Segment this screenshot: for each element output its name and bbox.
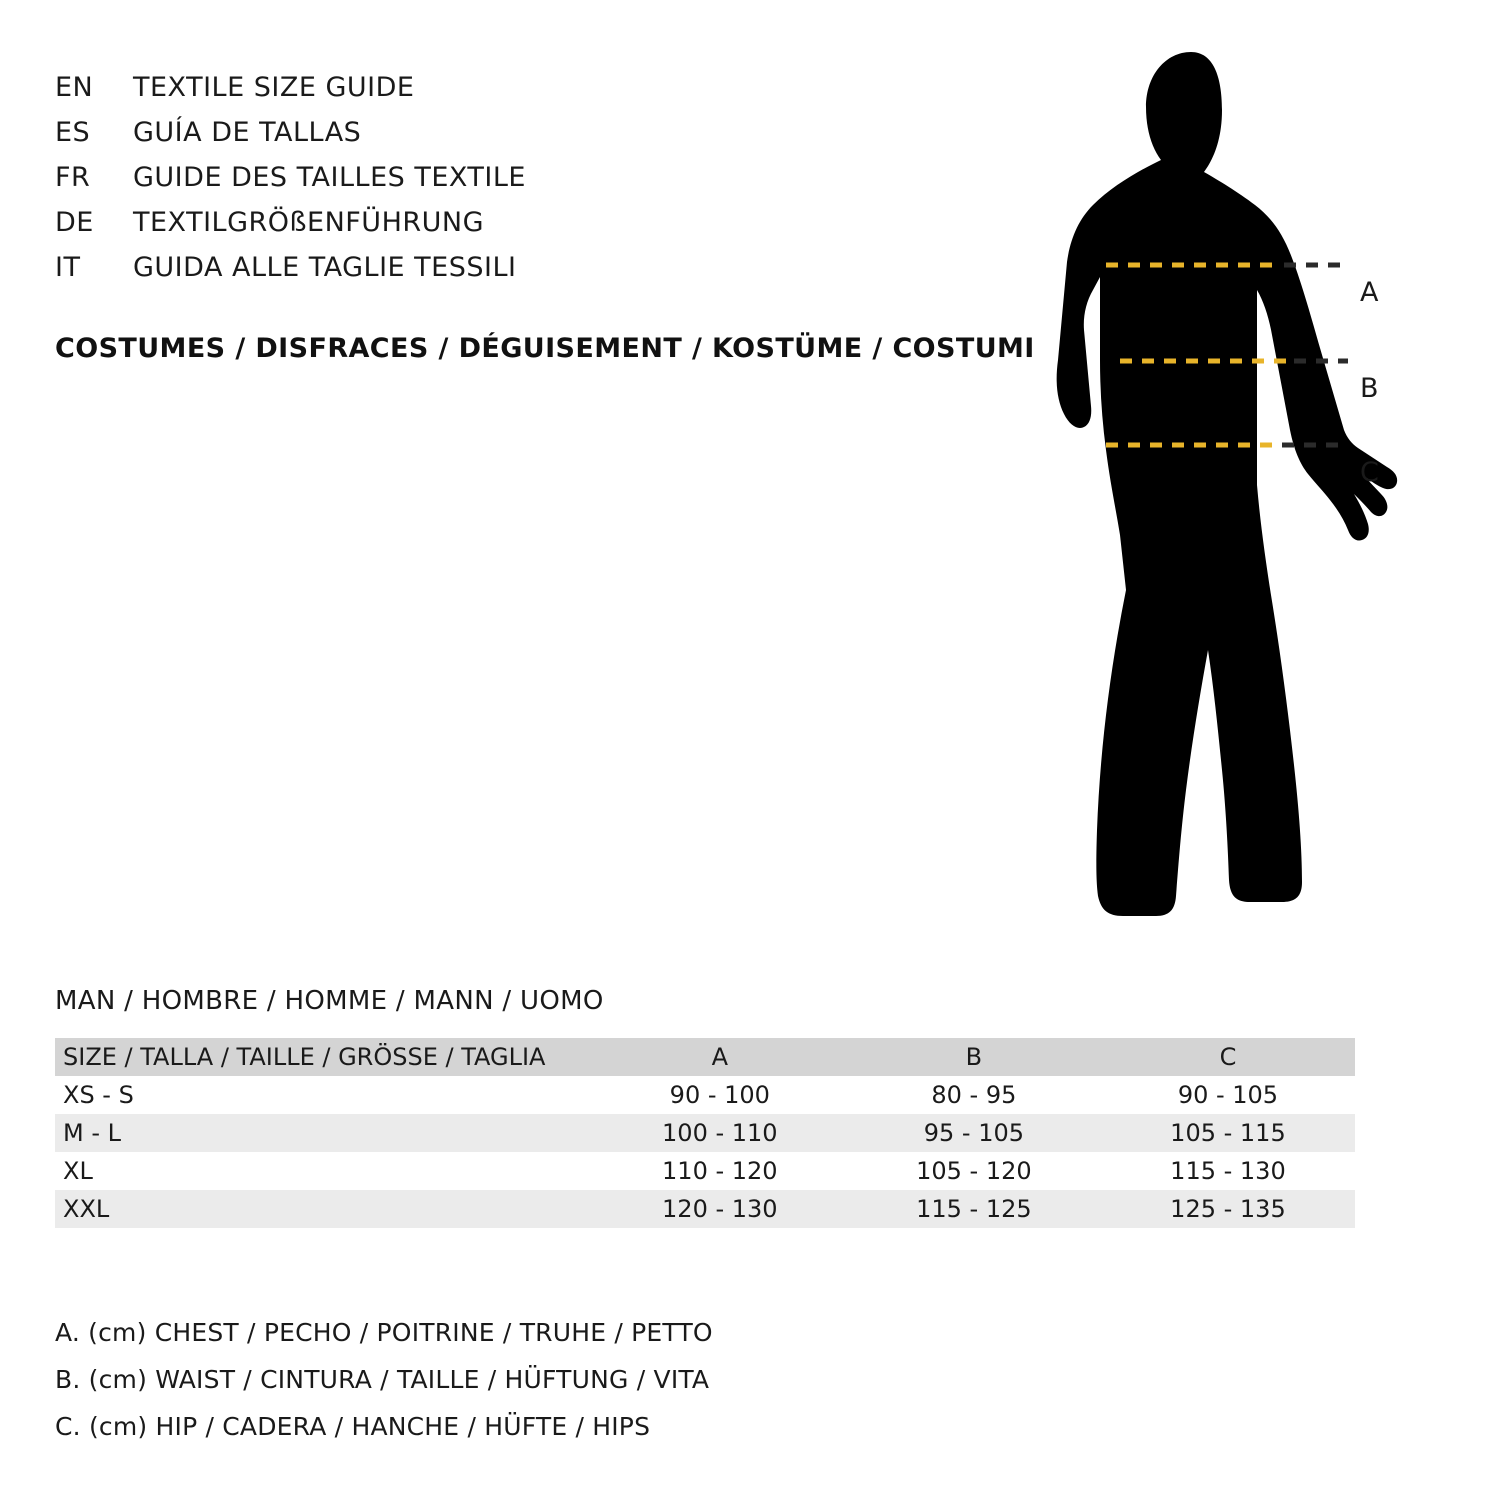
table-row [55, 1152, 1355, 1190]
silhouette-svg [960, 30, 1460, 930]
cell-b: 105 - 120 [916, 1157, 1032, 1185]
header-a: A [711, 1043, 729, 1071]
language-code-fr: FR [55, 162, 91, 193]
cell-size: M - L [63, 1119, 121, 1147]
table-row [55, 1114, 1355, 1152]
measurement-legend [55, 1318, 955, 1459]
cell-b: 80 - 95 [931, 1081, 1017, 1109]
marker-label-a: A [1360, 277, 1379, 308]
language-row-fr [55, 162, 695, 207]
cell-c: 105 - 115 [1170, 1119, 1286, 1147]
cell-c: 115 - 130 [1170, 1157, 1286, 1185]
language-row-en [55, 72, 695, 117]
legend-line-c: C. (cm) HIP / CADERA / HANCHE / HÜFTE / HIPS [55, 1412, 651, 1441]
language-code-es: ES [55, 117, 91, 148]
cell-a: 100 - 110 [662, 1119, 778, 1147]
language-code-en: EN [55, 72, 94, 103]
marker-label-c: C [1360, 457, 1379, 488]
table-row [55, 1076, 1355, 1114]
language-text-fr: GUIDE DES TAILLES TEXTILE [133, 162, 526, 193]
silhouette-shape [1057, 52, 1398, 916]
costumes-subtitle: COSTUMES / DISFRACES / DÉGUISEMENT / KOSTÜME / COSTUMI [55, 333, 1035, 364]
legend-line-a: A. (cm) CHEST / PECHO / POITRINE / TRUHE / PETTO [55, 1318, 713, 1347]
cell-b: 115 - 125 [916, 1195, 1032, 1223]
table-group-title: MAN / HOMBRE / HOMME / MANN / UOMO [55, 986, 604, 1016]
language-text-de: TEXTILGRÖßENFÜHRUNG [133, 207, 485, 238]
language-text-it: GUIDA ALLE TAGLIE TESSILI [133, 252, 517, 283]
cell-c: 90 - 105 [1177, 1081, 1279, 1109]
header-c: C [1219, 1043, 1237, 1071]
language-row-de [55, 207, 695, 252]
language-list [55, 72, 695, 297]
cell-size: XXL [63, 1195, 110, 1223]
cell-c: 125 - 135 [1170, 1195, 1286, 1223]
size-table [55, 1038, 1355, 1228]
body-silhouette-figure [960, 30, 1460, 930]
language-text-en: TEXTILE SIZE GUIDE [133, 72, 415, 103]
legend-line-b: B. (cm) WAIST / CINTURA / TAILLE / HÜFTUNG / VITA [55, 1365, 710, 1394]
header-b: B [965, 1043, 983, 1071]
cell-b: 95 - 105 [923, 1119, 1024, 1147]
language-row-it [55, 252, 695, 297]
cell-a: 90 - 100 [669, 1081, 770, 1109]
cell-size: XS - S [63, 1081, 134, 1109]
language-code-it: IT [55, 252, 81, 283]
marker-label-b: B [1360, 373, 1379, 404]
cell-a: 120 - 130 [662, 1195, 778, 1223]
language-text-es: GUÍA DE TALLAS [133, 117, 362, 148]
header-size: SIZE / TALLA / TAILLE / GRÖSSE / TAGLIA [63, 1043, 546, 1071]
cell-size: XL [63, 1157, 93, 1185]
language-code-de: DE [55, 207, 94, 238]
cell-a: 110 - 120 [662, 1157, 778, 1185]
table-header-row [55, 1038, 1355, 1076]
table-row [55, 1190, 1355, 1228]
language-row-es [55, 117, 695, 162]
